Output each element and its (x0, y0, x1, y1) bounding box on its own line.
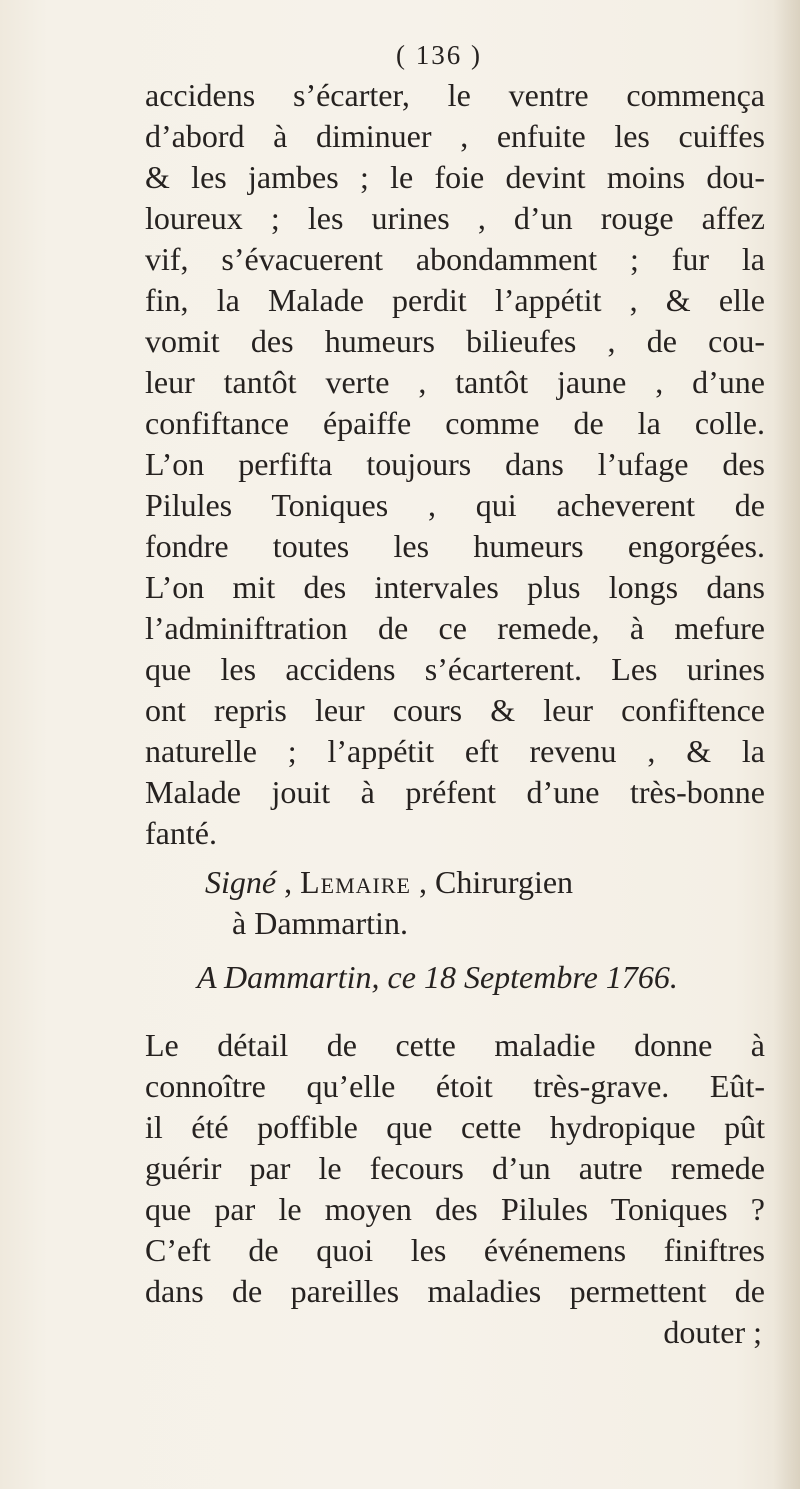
text-line: fanté. (145, 815, 217, 851)
text-line: C’eft de quoi les événemens finiftres (145, 1232, 765, 1268)
text-line: vomit des humeurs bilieufes , de cou- (145, 323, 765, 359)
signature-line (205, 862, 573, 902)
signatory-title: , Chirurgien (410, 864, 574, 900)
text-line: confiftance épaiffe comme de la colle. (145, 405, 765, 441)
page-edge-shadow (774, 0, 800, 1489)
text-line: naturelle ; l’appétit eft revenu , & la (145, 733, 765, 769)
text-line: Malade jouit à préfent d’une très-bonne (145, 774, 765, 810)
signature-separator: , (276, 864, 301, 900)
text-line: connoître qu’elle étoit très-grave. Eût- (145, 1068, 765, 1104)
text-line: loureux ; les urines , d’un rouge affez (145, 200, 765, 236)
text-line: ont repris leur cours & leur confiftence (145, 692, 765, 728)
text-line: fin, la Malade perdit l’appétit , & elle (145, 282, 765, 318)
page-number: ( 136 ) (396, 40, 482, 70)
text-line: L’on perfifta toujours dans l’ufage des (145, 446, 765, 482)
text-line: L’on mit des intervales plus longs dans (145, 569, 765, 605)
catchword: douter ; (663, 1314, 762, 1350)
text-line: que par le moyen des Pilules Toniques ? (145, 1191, 765, 1227)
dateline: A Dammartin, ce 18 Septembre 1766. (197, 959, 678, 995)
text-line: vif, s’évacuerent abondamment ; fur la (145, 241, 765, 277)
text-line: l’adminiftration de ce remede, à mefure (145, 610, 765, 646)
text-line: que les accidens s’écarterent. Les urines (145, 651, 765, 687)
text-line: accidens s’écarter, le ventre commença (145, 77, 765, 113)
text-line: & les jambes ; le foie devint moins dou- (145, 159, 765, 195)
text-line: dans de pareilles maladies permettent de (145, 1273, 765, 1309)
text-line: fondre toutes les humeurs engorgées. (145, 528, 765, 564)
text-line: Pilules Toniques , qui acheverent de (145, 487, 765, 523)
signature-place: à Dammartin. (232, 905, 408, 941)
text-line: d’abord à diminuer , enfuite les cuiffes (145, 118, 765, 154)
text-line: guérir par le fecours d’un autre remede (145, 1150, 765, 1186)
text-line: leur tantôt verte , tantôt jaune , d’une (145, 364, 765, 400)
text-line: Le détail de cette maladie donne à (145, 1027, 765, 1063)
signatory-name: Lemaire (300, 864, 411, 900)
signed-word: Signé (205, 864, 277, 900)
text-line: il été poffible que cette hydropique pût (145, 1109, 765, 1145)
